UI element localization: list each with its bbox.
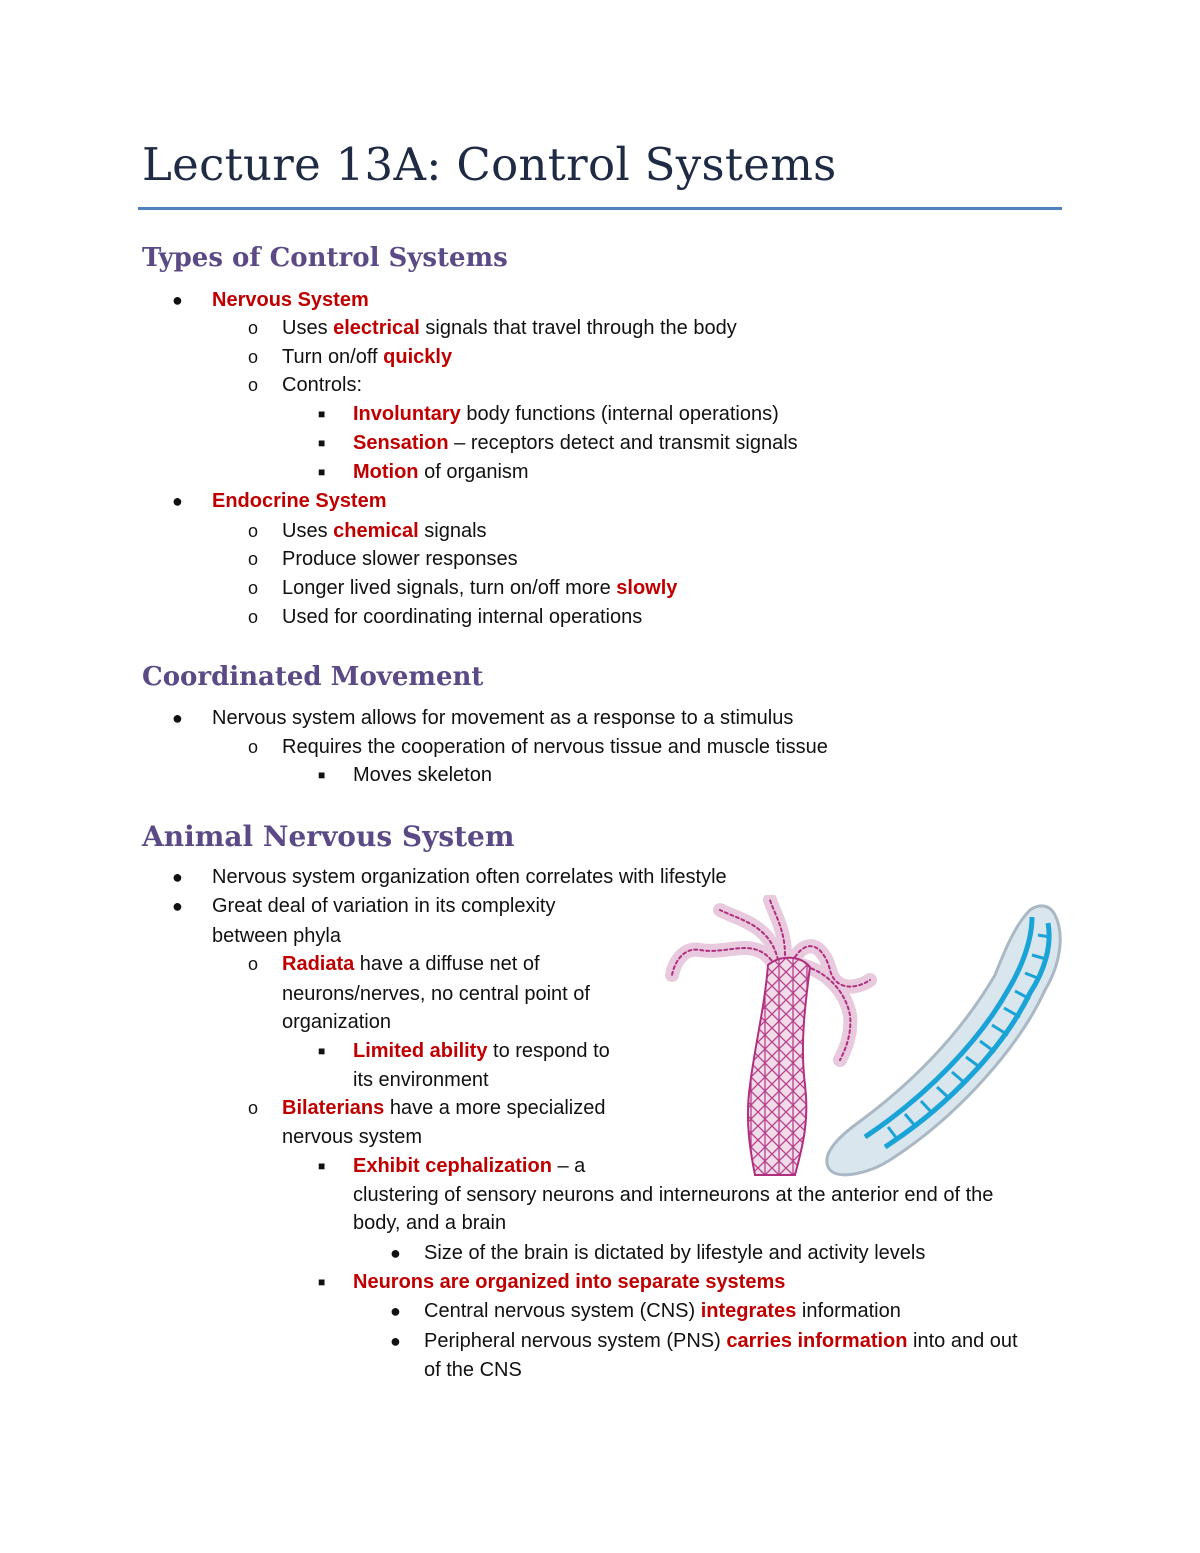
bullet-dot-icon: ● (172, 708, 183, 728)
list-item: Size of the brain is dictated by lifestyle and activity levels (424, 1242, 926, 1264)
bullet-square-icon: ■ (318, 1044, 326, 1058)
bullet-circle-icon: o (248, 347, 259, 367)
list-item-continuation: of the CNS (424, 1359, 522, 1381)
bullet-circle-icon: o (248, 549, 259, 569)
list-item-continuation: neurons/nerves, no central point of (282, 983, 590, 1005)
list-item-nervous-system: Nervous System (212, 289, 369, 311)
bullet-dot-icon: ● (172, 896, 183, 916)
heading-animal-nervous-system: Animal Nervous System (142, 820, 515, 853)
bullet-square-icon: ■ (318, 465, 326, 479)
list-item: Produce slower responses (282, 548, 518, 570)
list-item-continuation: between phyla (212, 925, 341, 947)
page-title: Lecture 13A: Control Systems (142, 138, 837, 191)
list-item: Motion of organism (353, 461, 529, 483)
bullet-circle-icon: o (248, 737, 259, 757)
hydra-nerve-net-icon (672, 900, 870, 1175)
bullet-circle-icon: o (248, 375, 259, 395)
list-item-continuation: organization (282, 1011, 391, 1033)
list-item-continuation: its environment (353, 1069, 489, 1091)
list-item: Exhibit cephalization – a (353, 1155, 586, 1177)
bullet-circle-icon: o (248, 521, 259, 541)
list-item-continuation: clustering of sensory neurons and interneurons at the anterior end of the (353, 1184, 994, 1206)
bullet-square-icon: ■ (318, 1275, 326, 1289)
bullet-dot-icon: ● (172, 491, 183, 511)
bullet-dot-icon: ● (172, 290, 183, 310)
bullet-circle-icon: o (248, 318, 259, 338)
list-item: Longer lived signals, turn on/off more slowly (282, 577, 678, 599)
list-item: Radiata have a diffuse net of (282, 953, 540, 975)
bullet-circle-icon: o (248, 1098, 259, 1118)
bullet-circle-icon: o (248, 607, 259, 627)
list-item: Limited ability to respond to (353, 1040, 610, 1062)
planarian-ladder-nervous-system-icon (827, 906, 1060, 1175)
list-item: Bilaterians have a more specialized (282, 1097, 606, 1119)
bullet-circle-icon: o (248, 578, 259, 598)
nervous-system-illustration (660, 895, 1070, 1180)
list-item-continuation: body, and a brain (353, 1212, 507, 1234)
list-item: Uses chemical signals (282, 520, 487, 542)
bullet-square-icon: ■ (318, 436, 326, 450)
list-item: Neurons are organized into separate systems (353, 1271, 786, 1293)
list-item: Nervous system allows for movement as a response to a stimulus (212, 707, 794, 729)
list-item-endocrine-system: Endocrine System (212, 490, 387, 512)
bullet-dot-icon: ● (390, 1331, 401, 1351)
bullet-dot-icon: ● (390, 1243, 401, 1263)
list-item: Turn on/off quickly (282, 346, 453, 368)
list-item-continuation: nervous system (282, 1126, 423, 1148)
heading-types-of-control-systems: Types of Control Systems (142, 243, 508, 273)
bullet-circle-icon: o (248, 954, 259, 974)
bullet-square-icon: ■ (318, 407, 326, 421)
list-item: Involuntary body functions (internal operations) (353, 403, 779, 425)
list-item: Used for coordinating internal operations (282, 606, 643, 628)
title-divider (138, 207, 1062, 210)
list-item: Great deal of variation in its complexity (212, 895, 556, 917)
list-item: Nervous system organization often correlates with lifestyle (212, 866, 727, 888)
bullet-dot-icon: ● (390, 1301, 401, 1321)
list-item: Controls: (282, 374, 363, 396)
list-item: Moves skeleton (353, 764, 492, 786)
list-item: Requires the cooperation of nervous tissue and muscle tissue (282, 736, 828, 758)
list-item: Peripheral nervous system (PNS) carries information into and out (424, 1330, 1018, 1352)
bullet-square-icon: ■ (318, 1159, 326, 1173)
list-item: Central nervous system (CNS) integrates information (424, 1300, 901, 1322)
list-item: Sensation – receptors detect and transmit signals (353, 432, 798, 454)
heading-coordinated-movement: Coordinated Movement (142, 662, 484, 692)
bullet-dot-icon: ● (172, 867, 183, 887)
bullet-square-icon: ■ (318, 768, 326, 782)
list-item: Uses electrical signals that travel through the body (282, 317, 737, 339)
